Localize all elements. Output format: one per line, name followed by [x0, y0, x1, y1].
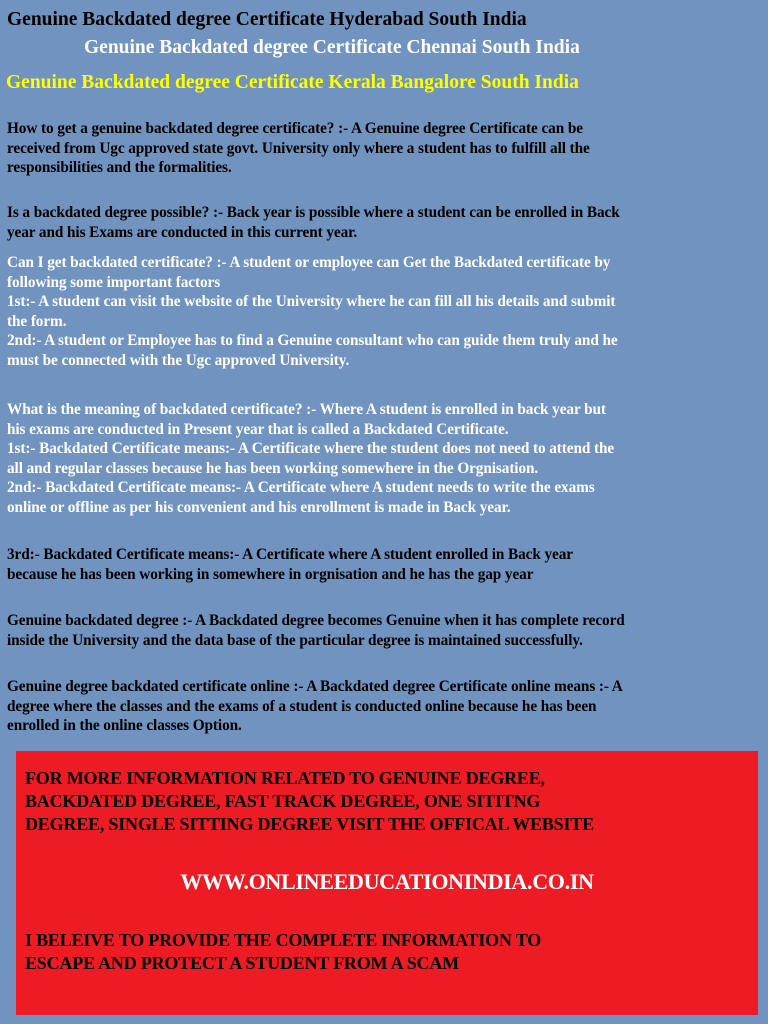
text-line: Genuine degree backdated certificate online :- A Backdated degree Certificate online means :- A: [7, 678, 623, 695]
website-link[interactable]: WWW.ONLINEEDUCATIONINDIA.CO.IN: [180, 869, 594, 894]
text-line: Genuine backdated degree :- A Backdated degree becomes Genuine when it has complete record: [7, 612, 625, 629]
callout-info: [25, 767, 594, 836]
text-line: DEGREE, SINGLE SITTING DEGREE VISIT THE OFFICAL WEBSITE: [25, 814, 594, 834]
text-line: all and regular classes because he has been working somewhere in the Orgnisation.: [7, 459, 539, 477]
text-line: 1st:- A student can visit the website of the University where he can fill all his details and submit: [7, 293, 616, 310]
text-line: 1st:- Backdated Certificate means:- A Certificate where the student does not need to attend the: [7, 440, 615, 457]
text-line: How to get a genuine backdated degree certificate? :- A Genuine degree Certificate can be: [7, 120, 583, 137]
text-line: 2nd:- A student or Employee has to find a Genuine consultant who can guide them truly and he: [7, 332, 618, 349]
heading-kerala-bangalore: Genuine Backdated degree Certificate Kerala Bangalore South India: [6, 72, 579, 93]
section-how-to-get: [7, 119, 765, 178]
section-meaning: [7, 400, 765, 517]
text-line: the form.: [7, 312, 67, 330]
section-can-i-get: [7, 253, 765, 370]
text-line: FOR MORE INFORMATION RELATED TO GENUINE DEGREE,: [25, 768, 545, 788]
text-line: ESCAPE AND PROTECT A STUDENT FROM A SCAM: [25, 953, 459, 973]
heading-hyderabad: Genuine Backdated degree Certificate Hyderabad South India: [7, 9, 527, 30]
text-line: online or offline as per his convenient and his enrollment is made in Back year.: [7, 498, 511, 516]
text-line: following some important factors: [7, 273, 221, 291]
text-line: responsibilities and the formalities.: [7, 159, 232, 176]
text-line: Can I get backdated certificate? :- A student or employee can Get the Backdated certificate by: [7, 254, 611, 271]
text-line: received from Ugc approved state govt. University only where a student has to fulfill all the: [7, 139, 590, 157]
callout-closing: [25, 929, 541, 975]
text-line: BACKDATED DEGREE, FAST TRACK DEGREE, ONE SITITNG: [25, 791, 541, 811]
text-line: 2nd:- Backdated Certificate means:- A Certificate where A student needs to write the exams: [7, 479, 595, 496]
section-third-meaning: [7, 545, 765, 584]
text-line: 3rd:- Backdated Certificate means:- A Certificate where A student enrolled in Back year: [7, 546, 573, 563]
text-line: because he has been working in somewhere in orgnisation and he has the gap year: [7, 565, 534, 583]
text-line: I BELEIVE TO PROVIDE THE COMPLETE INFORMATION TO: [25, 930, 542, 950]
section-genuine-degree: [7, 611, 765, 650]
text-line: What is the meaning of backdated certificate? :- Where A student is enrolled in back year but: [7, 401, 606, 418]
text-line: must be connected with the Ugc approved University.: [7, 351, 350, 369]
text-line: degree where the classes and the exams of a student is conducted online because he has been: [7, 697, 597, 715]
text-line: Is a backdated degree possible? :- Back year is possible where a student can be enrolled in Back: [7, 204, 620, 221]
heading-chennai: Genuine Backdated degree Certificate Chennai South India: [84, 37, 580, 58]
callout-box: [16, 751, 758, 1015]
section-is-possible: [7, 203, 765, 242]
text-line: his exams are conducted in Present year that is called a Backdated Certificate.: [7, 420, 509, 438]
text-line: inside the University and the data base of the particular degree is maintained successfully.: [7, 631, 583, 649]
section-online: [7, 677, 765, 736]
text-line: year and his Exams are conducted in this current year.: [7, 223, 358, 241]
text-line: enrolled in the online classes Option.: [7, 717, 242, 734]
